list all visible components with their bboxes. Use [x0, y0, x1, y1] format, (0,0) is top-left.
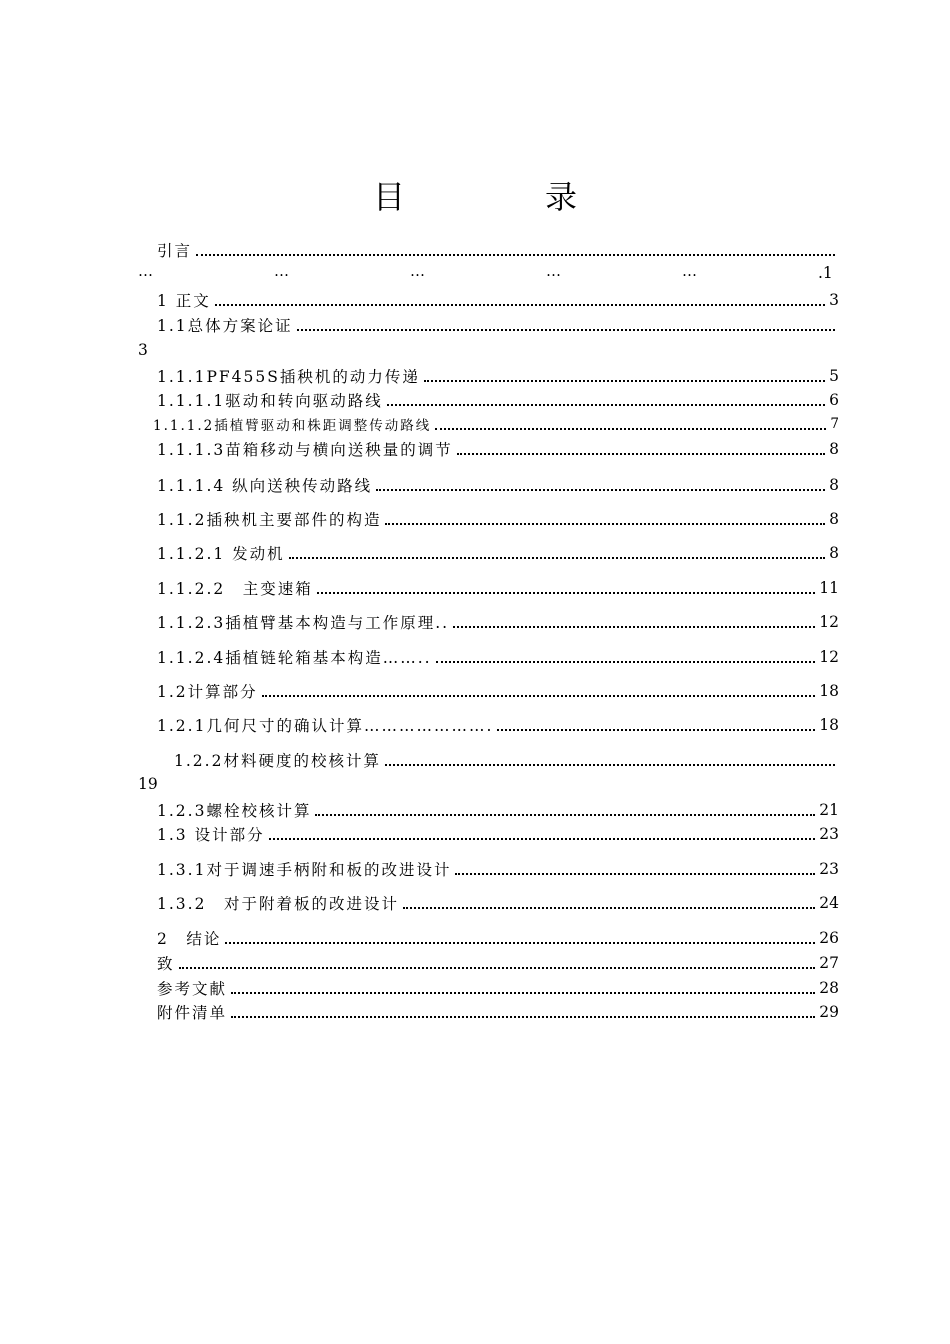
- toc-leader: [297, 329, 835, 331]
- toc-entry-page: 11: [819, 579, 839, 597]
- toc-entry-label: 1.1.1.1驱动和转向驱动路线: [157, 392, 383, 410]
- toc-entry-page: 8: [829, 544, 839, 562]
- toc-leader: [289, 557, 825, 559]
- toc-entry[interactable]: [157, 645, 839, 669]
- toc-entry-page: .1: [818, 264, 833, 282]
- toc-leader: [231, 992, 815, 994]
- toc-entry-label: 1.2.3螺栓校核计算: [157, 802, 312, 820]
- toc-entry[interactable]: [157, 951, 839, 975]
- toc-dot: …: [682, 262, 698, 280]
- toc-dot: …: [546, 262, 562, 280]
- toc-entry-page: 5: [829, 367, 839, 385]
- toc-entry-page: 28: [819, 979, 839, 997]
- toc-entry-label: 1.1.1.2插植臂驱动和株距调整传动路线: [153, 418, 432, 434]
- toc-entry-page: 8: [829, 510, 839, 528]
- toc-leader: [196, 254, 835, 256]
- toc-leader: [262, 695, 816, 697]
- toc-leader: [225, 942, 815, 944]
- toc-entry-page: 24: [819, 894, 839, 912]
- toc-leader: [269, 838, 816, 840]
- toc-entry[interactable]: [157, 976, 839, 1000]
- toc-entry-label: 1.1.1PF455S插秧机的动力传递: [157, 368, 420, 386]
- toc-entry-label: 1.1.1.3苗箱移动与横向送秧量的调节: [157, 441, 453, 459]
- toc-leader: [436, 661, 816, 663]
- toc-leader: [497, 729, 815, 731]
- toc-leader: [385, 523, 825, 525]
- toc-entry-page: 18: [819, 682, 839, 700]
- toc-entry-label: 1.1.2.3插植臂基本构造与工作原理..: [157, 614, 450, 632]
- toc-entry[interactable]: [157, 437, 839, 461]
- toc-entry-label: 1.1.2.1 发动机: [157, 545, 285, 563]
- toc-entry[interactable]: [157, 822, 839, 846]
- toc-entry-label: 1.1.2插秧机主要部件的构造: [157, 511, 382, 529]
- toc-entry-page: 19: [138, 775, 158, 793]
- toc-entry[interactable]: [157, 364, 839, 388]
- toc-leader: [387, 404, 825, 406]
- toc-entry-label: 2 结论: [157, 930, 222, 948]
- toc-entry[interactable]: [157, 926, 839, 950]
- page-title: 目 录: [372, 178, 631, 216]
- toc-leader: [179, 967, 816, 969]
- toc-entry-label: 1.2.1几何尺寸的确认计算………………….: [157, 717, 494, 735]
- toc-leader: [315, 814, 815, 816]
- toc-entry-page: 6: [829, 391, 839, 409]
- toc-entry[interactable]: [157, 891, 839, 915]
- toc-leader: [376, 489, 825, 491]
- toc-entry-label: 1.2.2材料硬度的校核计算: [174, 752, 381, 770]
- toc-leader: [457, 453, 825, 455]
- toc-entry[interactable]: [157, 288, 839, 312]
- toc-leader: [215, 304, 825, 306]
- toc-entry[interactable]: [157, 238, 839, 262]
- toc-entry-label: 1.1.1.4 纵向送秧传动路线: [157, 477, 373, 495]
- toc-entry[interactable]: [157, 541, 839, 565]
- toc-entry[interactable]: [157, 388, 839, 412]
- toc-entry-page: 26: [819, 929, 839, 947]
- toc-entry-label: 1.3.1对于调速手柄附和板的改进设计: [157, 861, 452, 879]
- toc-entry[interactable]: [157, 576, 839, 600]
- toc-entry-label: 参考文献: [157, 980, 228, 998]
- toc-entry-label: 1.1总体方案论证: [157, 317, 293, 335]
- toc-leader: [385, 764, 835, 766]
- toc-entry-page: 8: [829, 476, 839, 494]
- toc-entry-page: 12: [819, 613, 839, 631]
- toc-entry-page: 29: [819, 1003, 839, 1021]
- toc-leader: [455, 873, 815, 875]
- toc-entry-label: 致: [157, 955, 175, 973]
- toc-entry[interactable]: [157, 473, 839, 497]
- toc-leader: [403, 907, 815, 909]
- toc-entry-label: 1.1.2.2 主变速箱: [157, 580, 313, 598]
- toc-leader: [435, 428, 826, 430]
- toc-entry-page: 27: [819, 954, 839, 972]
- toc-entry[interactable]: [174, 748, 839, 772]
- toc-entry[interactable]: [157, 610, 839, 634]
- toc-dot: …: [138, 262, 154, 280]
- toc-entry[interactable]: [157, 798, 839, 822]
- toc-leader: [231, 1016, 815, 1018]
- toc-entry-page: 18: [819, 716, 839, 734]
- toc-dot: …: [274, 262, 290, 280]
- toc-entry[interactable]: [157, 857, 839, 881]
- toc-entry-page: 3: [138, 341, 148, 359]
- toc-leader: [453, 626, 815, 628]
- toc-entry-label: 附件清单: [157, 1004, 228, 1022]
- toc-entry-label: 1.3.2 对于附着板的改进设计: [157, 895, 399, 913]
- toc-leader: [424, 380, 825, 382]
- toc-entry-page: 23: [819, 825, 839, 843]
- toc-entry[interactable]: [157, 1000, 839, 1024]
- toc-entry[interactable]: [157, 313, 839, 337]
- toc-entry-page: 8: [829, 440, 839, 458]
- toc-leader: [317, 592, 816, 594]
- toc-entry[interactable]: [157, 679, 839, 703]
- toc-entry[interactable]: [157, 713, 839, 737]
- toc-entry[interactable]: [153, 412, 839, 436]
- toc-entry-label: 1.1.2.4插植链轮箱基本构造……..: [157, 649, 432, 667]
- toc-entry-label: 1 正文: [157, 292, 211, 310]
- toc-entry-label: 引言: [157, 242, 193, 260]
- toc-entry[interactable]: [157, 507, 839, 531]
- toc-entry-label: 1.3 设计部分: [157, 826, 265, 844]
- toc-entry-label: 1.2计算部分: [157, 683, 258, 701]
- toc-entry-page: 12: [819, 648, 839, 666]
- toc-entry-page: 21: [819, 801, 839, 819]
- toc-entry-page: 7: [830, 416, 839, 432]
- toc-dot: …: [410, 262, 426, 280]
- toc-entry-page: 3: [829, 291, 839, 309]
- toc-entry-page: 23: [819, 860, 839, 878]
